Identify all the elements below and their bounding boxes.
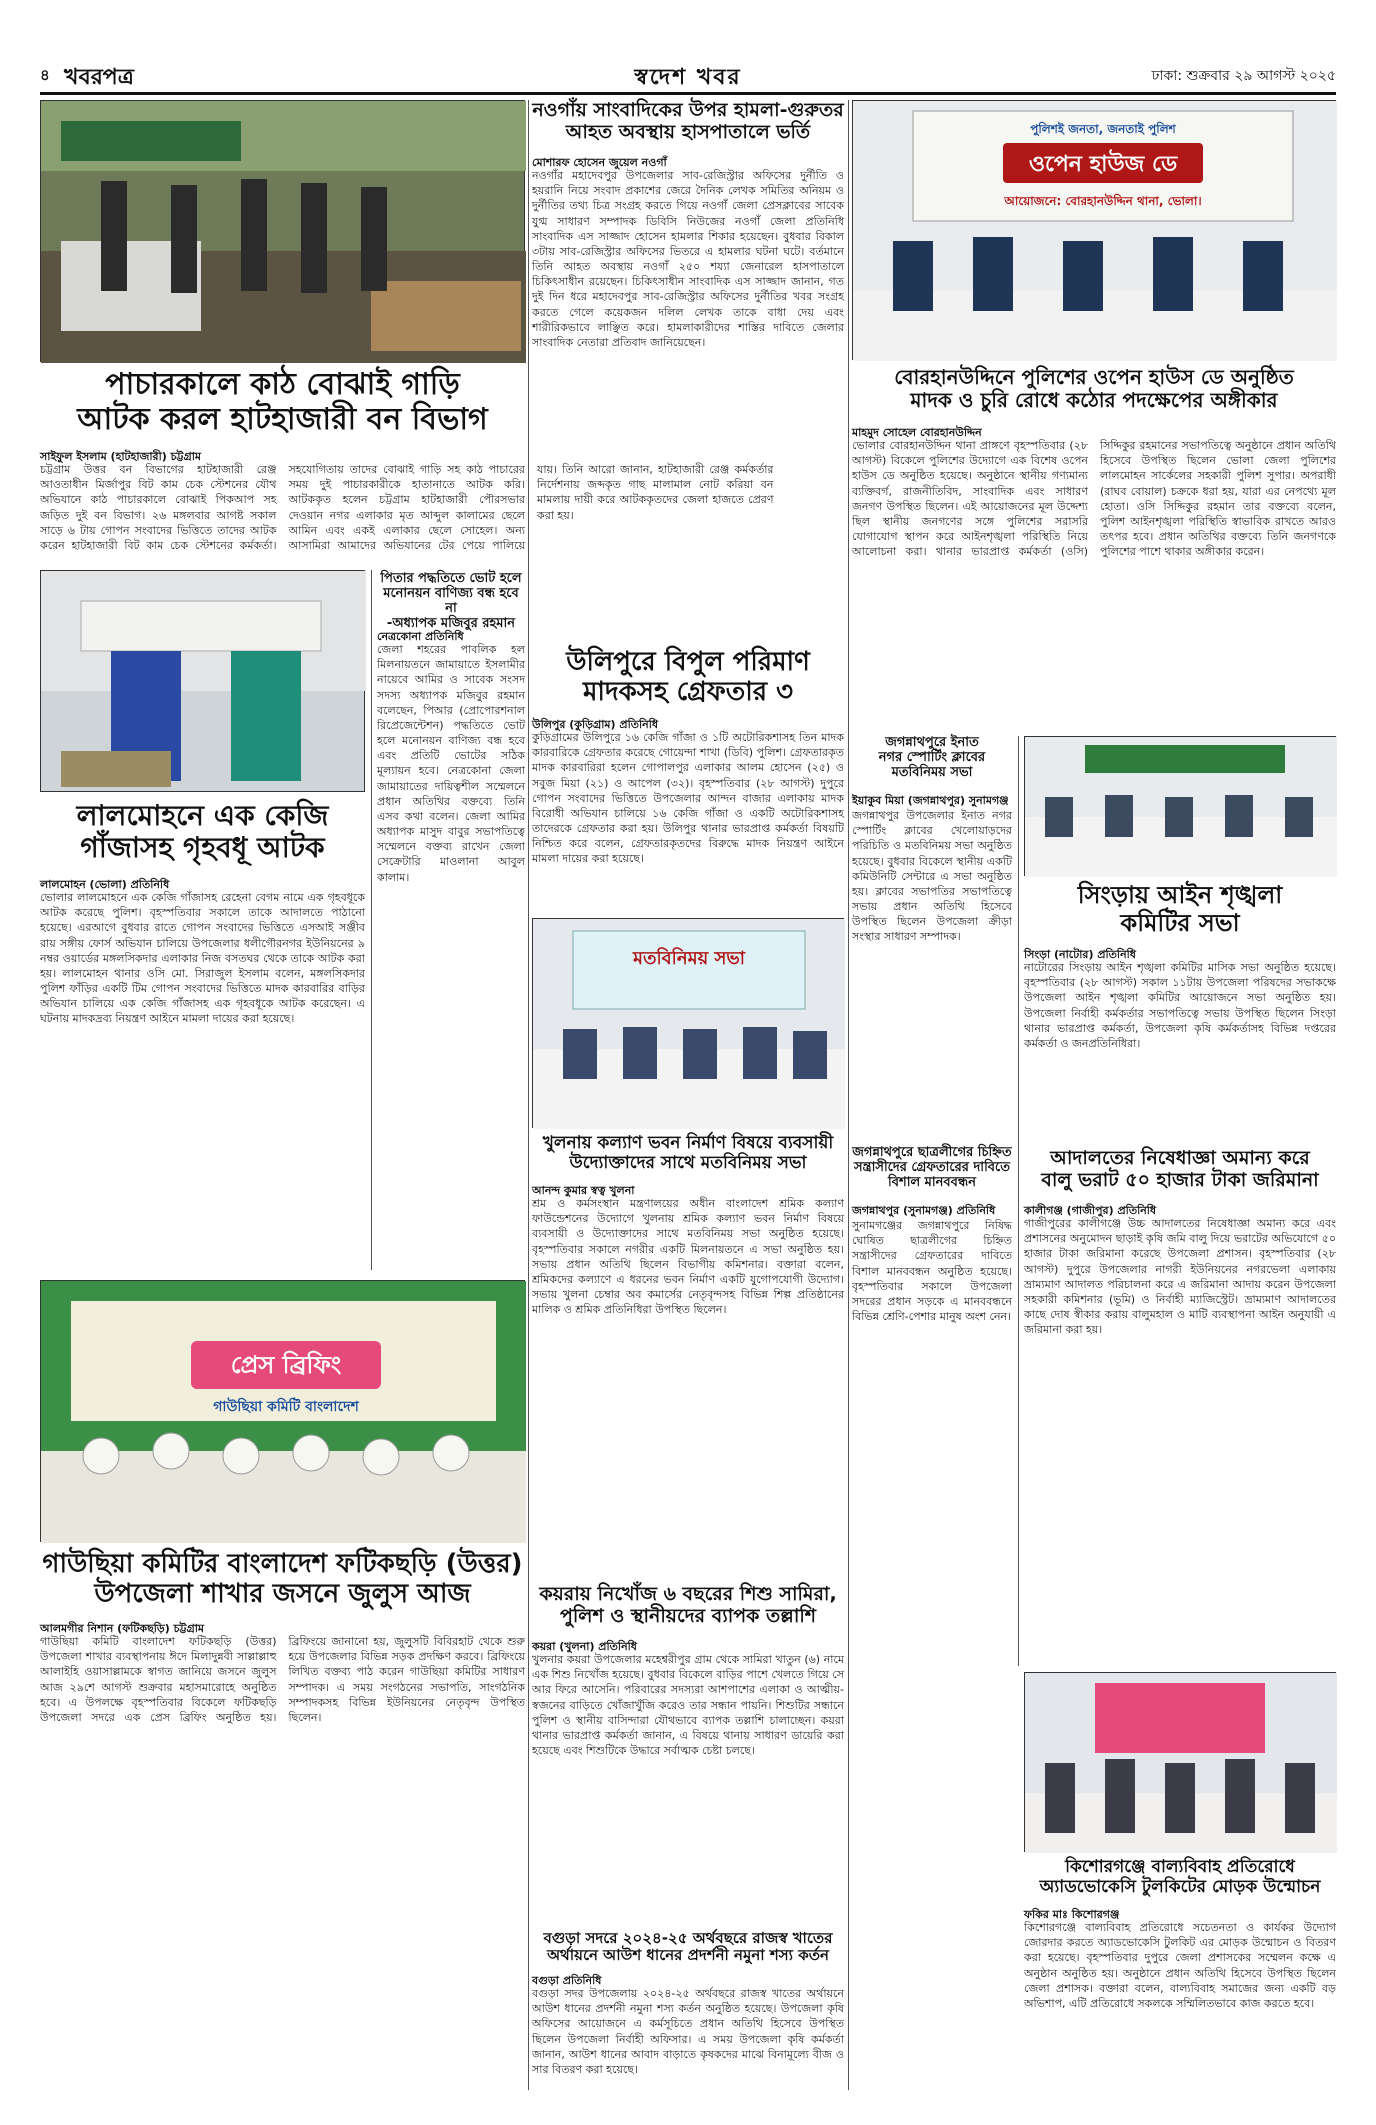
jagannathpur-body: জগন্নাথপুর উপজেলার ইনাত নগর স্পোর্টিং ক্লাবের খেলোয়াড়দের পরিচিতি ও মতবিনিময় সভা অনুষ্ঠিত হয়েছে। বুধবার বিকেলে স্থানীয় একটি কমিউনিটি সেন্টারে এ সভা অনুষ্ঠিত হয়। ক্লাবের সভাপতির সভাপতিত্বে সভায় প্রধান অতিথি হিসেবে উপস্থিত ছিলেন উপজেলা ক্রীড়া সংস্থার সাধারণ সম্পাদক। (852, 809, 1012, 944)
header-rule (40, 92, 1336, 95)
court-byline: কালীগঞ্জ (গাজীপুর) প্রতিনিধি (1024, 1204, 1157, 1217)
singra-headline (1024, 882, 1336, 937)
jamayat-headline-line1: জগন্নাথপুরে ছাত্রলীগের চিহ্নিত (852, 1145, 1012, 1160)
bogura-headline-line2: অর্থায়নে আউশ ধানের প্রদর্শনী নমুনা শস্য কর্তন (547, 1946, 829, 1965)
column-divider (848, 100, 849, 2090)
singra-headline-line1: সিংড়ায় আইন শৃঙ্খলা (1077, 881, 1283, 909)
kishoreganj-byline: ফকির মাঃ কিশোরগঞ্জ (1024, 1908, 1120, 1921)
jamayat-headline-line2: সন্ত্রাসীদের গ্রেফতারের দাবিতে (853, 1159, 1011, 1175)
pitha-body: জেলা শহরের পাবলিক হল মিলনায়তনে জামায়াতে ইসলামীর নায়েবে আমির ও সাবেক সংসদ সদস্য অধ্যাপক মজিবুর রহমান বলেছেন, পিআর (প্রোপোরশনাল রিপ্রেজেন্টেশন) পদ্ধতিতে ভোট হলে মনোনয়ন বাণিজ্য বন্ধ হবে এবং প্রতিটি ভোটের সঠিক মূল্যায়ন হবে। নেত্রকোনা জেলা জামায়াতের দায়িত্বশীল সম্মেলনে প্রধান অতিথির বক্তব্যে তিনি এসব কথা বলেন। জেলা আমির অধ্যাপক মাসুদ বাবুর সভাপতিত্বে সম্মেলনে বক্তব্য রাখেন জেলা সেক্রেটারি মাওলানা আবুল কালাম। (377, 643, 525, 884)
open-house-photo (852, 100, 1336, 360)
journalist-headline (532, 100, 844, 144)
drugs-byline: উলিপুর (কুড়িগ্রাম) প্রতিনিধি (532, 718, 659, 731)
newspaper-brand: খবরপত্র (64, 64, 134, 90)
drugs-headline (532, 648, 844, 708)
lalmohan-headline-line1: লালমোহনে এক কেজি (76, 799, 329, 832)
jagannathpur-headline-line1: জগন্নাথপুরে ইনাত (885, 735, 979, 750)
jagannathpur-headline (852, 736, 1012, 781)
pitha-headline (377, 572, 525, 632)
koyra-headline-line2: পুলিশ ও স্থানীয়দের ব্যাপক তল্লাশি (559, 1604, 817, 1627)
khulna-headline (532, 1134, 844, 1173)
bogura-headline (532, 1930, 844, 1965)
wood-truck-photo (40, 100, 525, 362)
koyra-body: খুলনার কয়রা উপজেলার মহেশ্বরীপুর গ্রাম থেকে সামিরা খাতুন (৬) নামে এক শিশু নিখোঁজ হয়েছে। বুধবার বিকেলে বাড়ির পাশে খেলতে গিয়ে সে আর ফিরে আসেনি। পরিবারের সদস্যরা আশপাশের এলাকা ও আত্মীয়-স্বজনের বাড়িতে খোঁজাখুঁজি করেও তার সন্ধান পায়নি। শিশুটির সন্ধানে পুলিশ ও স্থানীয় বাসিন্দারা যৌথভাবে ব্যাপক তল্লাশি চালাচ্ছেন। কয়রা থানার ভারপ্রাপ্ত কর্মকর্তা জানান, এ বিষয়ে থানায় সাধারণ ডায়েরি করা হয়েছে এবং শিশুটিকে উদ্ধারে সর্বাত্মক চেষ্টা চলছে। (532, 1653, 844, 1758)
jamayat-body: সুনামগঞ্জের জগন্নাথপুরে নিষিদ্ধ ঘোষিত ছাত্রলীগের চিহ্নিত সন্ত্রাসীদের গ্রেফতারের দাবিতে বিশাল মানববন্ধন অনুষ্ঠিত হয়েছে। বৃহস্পতিবার সকালে উপজেলা সদরের প্রধান সড়কে এ মানববন্ধনে বিভিন্ন শ্রেণি-পেশার মানুষ অংশ নেন। (852, 1219, 1012, 1324)
singra-body: নাটোরের সিংড়ায় আইন শৃঙ্খলা কমিটির মাসিক সভা অনুষ্ঠিত হয়েছে। বৃহস্পতিবার (২৮ আগস্ট) সকাল ১১টায় উপজেলা পরিষদের সভাকক্ষে উপজেলা আইন শৃঙ্খলা কমিটির আয়োজনে সভা অনুষ্ঠিত হয়। উপজেলা নির্বাহী কর্মকর্তার সভাপতিত্বে সভায় উপস্থিত ছিলেন সিংড়া থানার ভারপ্রাপ্ত কর্মকর্তা, উপজেলা কৃষি কর্মকর্তাসহ বিভিন্ন দপ্তরের কর্মকর্তা ও জনপ্রতিনিধিরা। (1024, 961, 1336, 1050)
section-title: স্বদেশ খবর (634, 65, 742, 90)
koyra-headline-line1: কয়রায় নিখোঁজ ৬ বছরের শিশু সামিরা, (539, 1583, 837, 1605)
court-headline-line2: বালু ভরাট ৫০ হাজার টাকা জরিমানা (1041, 1168, 1319, 1191)
jagannathpur-headline-line3: মতবিনিময় সভা (891, 764, 973, 780)
journalist-headline-line2: আহত অবস্থায় হাসপাতালে ভর্তি (565, 120, 811, 143)
bogura-headline-line1: বগুড়া সদরে ২০২৪-২৫ অর্থবছরে রাজস্ব খাতের (543, 1929, 833, 1947)
column-divider (1018, 736, 1019, 1666)
jamayat-headline-line3: বিশাল মানববন্ধন (888, 1174, 976, 1190)
jamayat-headline (852, 1146, 1012, 1191)
drugs-headline-line2: মাদকসহ গ্রেফতার ৩ (582, 676, 794, 707)
open-house-banner-title: ওপেন হাউজ ডে (1028, 152, 1178, 177)
singra-byline: সিংড়া (নাটোর) প্রতিনিধি (1024, 948, 1136, 961)
police-headline-line2: মাদক ও চুরি রোধে কঠোর পদক্ষেপের অঙ্গীকার (910, 388, 1278, 412)
khulna-byline: আনন্দ কুমার স্বত্ব খুলনা (532, 1184, 635, 1197)
police-headline-line1: বোরহানউদ্দিনে পুলিশের ওপেন হাউস ডে অনুষ্ঠিত (894, 365, 1294, 389)
page-number: ৪ (40, 66, 50, 84)
kishoreganj-headline (1024, 1858, 1336, 1897)
kishoreganj-headline-line2: অ্যাডভোকেসি টুলকিটের মোড়ক উন্মোচন (1039, 1876, 1321, 1897)
singra-meeting-photo (1024, 736, 1336, 876)
wood-byline: সাইফুল ইসলাম (হাটহাজারী) চট্টগ্রাম (40, 450, 202, 463)
police-headline (852, 366, 1336, 412)
kishoreganj-headline-line1: কিশোরগঞ্জে বাল্যবিবাহ প্রতিরোধে (1065, 1857, 1295, 1877)
kishoreganj-photo (1024, 1672, 1336, 1852)
koyra-byline: কয়রা (খুলনা) প্রতিনিধি (532, 1640, 637, 1653)
khulna-meeting-photo (532, 918, 844, 1128)
jagannathpur-byline: ইয়াকুব মিয়া (জগন্নাথপুর) সুনামগঞ্জ (852, 794, 1009, 807)
kishoreganj-body: কিশোরগঞ্জে বাল্যবিবাহ প্রতিরোধে সচেতনতা ও কার্যকর উদ্যোগ জোরদার করতে অ্যাডভোকেসি টুলকিট এর মোড়ক উন্মোচন ও বিতরণ করা হয়েছে। বৃহস্পতিবার দুপুরে জেলা প্রশাসকের সম্মেলন কক্ষে এ অনুষ্ঠান অনুষ্ঠিত হয়। অনুষ্ঠানে প্রধান অতিথি হিসেবে উপস্থিত ছিলেন জেলা প্রশাসক। বক্তারা বলেন, বাল্যবিবাহ সমাজের জন্য একটি বড় অভিশাপ, এটি প্রতিরোধে সকলকে সম্মিলিতভাবে কাজ করতে হবে। (1024, 1921, 1336, 2010)
wood-headline (40, 368, 525, 437)
gausia-body: গাউছিয়া কমিটি বাংলাদেশ ফটিকছড়ি (উত্তর) উপজেলা শাখার ব্যবস্থাপনায় ঈদে মিলাদুন্নবী সাল্লাল্লাহু আলাইহি ওয়াসাল্লামকে স্বাগত জানিয়ে জসনে জুলুস আজ ২৯শে আগস্ট শুক্রবার মহাসমারোহে অনুষ্ঠিত হবে। এ উপলক্ষে বৃহস্পতিবার বিকেলে ফটিকছড়ি উপজেলা সদরে এক প্রেস ব্রিফিং অনুষ্ঠিত হয়। ব্রিফিংয়ে জানানো হয়, জুলুসটি বিবিরহাট থেকে শুরু হয়ে উপজেলার বিভিন্ন সড়ক প্রদক্ষিণ করবে। ব্রিফিংয়ে লিখিত বক্তব্য পাঠ করেন গাউছিয়া কমিটির সাধারণ সম্পাদক। এ সময় সংগঠনের সভাপতি, সাংগঠনিক সম্পাদকসহ বিভিন্ন ইউনিয়নের নেতৃবৃন্দ উপস্থিত ছিলেন। (40, 1635, 525, 1724)
drugs-headline-line1: উলিপুরে বিপুল পরিমাণ (566, 647, 810, 677)
open-house-banner-top: পুলিশই জনতা, জনতাই পুলিশ (1030, 122, 1176, 136)
singra-headline-line2: কমিটির সভা (1120, 908, 1240, 937)
bogura-byline: বগুড়া প্রতিনিধি (532, 1974, 602, 1987)
pitha-headline-line3: -অধ্যাপক মজিবুর রহমান (386, 615, 516, 631)
khulna-body: শ্রম ও কর্মসংস্থান মন্ত্রণালয়ের অধীন বাংলাদেশ শ্রমিক কল্যাণ ফাউন্ডেশনের উদ্যোগে খুলনায় শ্রমিক কল্যাণ ভবন নির্মাণ বিষয়ে ব্যবসায়ী ও উদ্যোক্তাদের সাথে মতবিনিময় সভা অনুষ্ঠিত হয়েছে। বৃহস্পতিবার সকালে নগরীর একটি মিলনায়তনে এ সভা অনুষ্ঠিত হয়। সভায় প্রধান অতিথি ছিলেন বিভাগীয় কমিশনার। বক্তারা বলেন, শ্রমিকদের কল্যাণে এ ধরনের ভবন নির্মাণ একটি যুগোপযোগী উদ্যোগ। সভায় খুলনা চেম্বার অব কমার্সের নেতৃবৃন্দসহ বিভিন্ন শিল্প প্রতিষ্ঠানের মালিক ও শ্রমিক প্রতিনিধিরা উপস্থিত ছিলেন। (532, 1197, 844, 1317)
court-headline (1024, 1148, 1336, 1192)
lalmohan-byline: লালমোহন (ভোলা) প্রতিনিধি (40, 878, 170, 891)
pitha-headline-line2: মনোনয়ন বাণিজ্য বন্ধ হবে না (383, 585, 519, 616)
jagannathpur-headline-line2: নগর স্পোর্টিং ক্লাবের (878, 749, 986, 765)
lalmohan-headline-line2: গাঁজাসহ গৃহবধূ আটক (80, 831, 325, 865)
court-headline-line1: আদালতের নিষেধাজ্ঞা অমান্য করে (1050, 1147, 1310, 1169)
gausia-byline: আলমগীর নিশান (ফটিকছড়ি) চট্টগ্রাম (40, 1622, 205, 1635)
jamayat-byline: জগন্নাথপুর (সুনামগঞ্জ) প্রতিনিধি (852, 1204, 996, 1217)
pitha-headline-line1: পিতার পদ্ধতিতে ভোট হলে (380, 571, 522, 586)
khulna-headline-line1: খুলনায় কল্যাণ ভবন নির্মাণ বিষয়ে ব্যবসায়ী (542, 1133, 834, 1153)
journalist-headline-line1: নওগাঁয় সাংবাদিকের উপর হামলা-গুরুতর (532, 99, 844, 121)
pitha-byline: নেত্রকোনা প্রতিনিধি (377, 630, 464, 643)
wood-headline-line2: আটক করল হাটহাজারী বন বিভাগ (77, 401, 488, 437)
wood-body: চট্টগ্রাম উত্তর বন বিভাগের হাটহাজারী রেঞ্জ আওতাধীন মির্জাপুর বিট কাম চেক স্টেশনের যৌথ অভিযানে কাঠ পাচারকালে বোঝাই পিকআপ সহ জড়িত দুই বন বিভাগ। ২৬ মঙ্গলবার আগষ্ট সকাল সাড়ে ৬ টায় গোপন সংবাদের ভিত্তিতে তাদের আটক করেন হাটহাজারী বিট কাম চেক স্টেশনের কর্মকর্তা। সহযোগিতায় তাদের বোঝাই গাড়ি সহ কাঠ পাচারের সময় দুই পাচারকারীকে হাতানাতে আটক করি। আটককৃত হলেন চট্টগ্রাম হাটহাজারী পৌরসভার দেওয়ান নগর এলাকার মৃত আব্দুল কালামের ছেলে আমিন এবং একই এলাকার ছেলে সোহেল। অন্য আসামিরা আমাদের অভিযানের টের পেয়ে পালিয়ে যায়। তিনি আরো জানান, হাটহাজারী রেঞ্জ কর্মকর্তার নির্দেশনায় জব্দকৃত গাছ মালামাল নোট করিয়া বন মামলায় দায়ী করে আটককৃতদের জেলা হাজতে প্রেরণ করা হয়। (40, 463, 774, 552)
journalist-body: নওগাঁর মহাদেবপুর উপজেলার সাব-রেজিস্ট্রার অফিসের দুর্নীতি ও হয়রানি নিয়ে সংবাদ প্রকাশের জেরে দৈনিক লেখক সমিতির অনিয়ম ও দুর্নীতির তথ্য চিত্র সংগ্রহ করতে গিয়ে নওগাঁ জেলা প্রেসক্লাবের সাবেক যুগ্ম সাধারণ সম্পাদক ডিবিসি নিউজের নওগাঁ জেলা প্রতিনিধি সাংবাদিক এস সাজ্জাদ হোসেন হামলার শিকার হয়েছেন। বুধবার বিকাল ৩টায় সাব-রেজিস্ট্রার অফিসের ভিতরে এ হামলার ঘটনা ঘটে। বর্তমানে তিনি আহত অবস্থায় নওগাঁ ২৫০ শয্যা জেনারেল হাসপাতালে চিকিৎসাধীন রয়েছেন। চিকিৎসাধীন সাংবাদিক এস সাজ্জাদ জানান, গত দুই দিন ধরে মহাদেবপুর সাব-রেজিস্ট্রার অফিসের দুর্নীতির খবর সংগ্রহ করতে গেলে কয়েকজন দলিল লেখক তাকে বাধা দেয় এবং শারীরিকভাবে লাঞ্ছিত করে। হামলাকারীদের শাস্তির দাবিতে জেলার সাংবাদিক নেতারা প্রতিবাদ জানিয়েছেন। (532, 169, 844, 349)
page-header (40, 60, 1336, 90)
gausia-headline-line1: গাউছিয়া কমিটির বাংলাদেশ ফটিকছড়ি (উত্তর) (42, 1549, 523, 1579)
gausia-headline-line2: উপজেলা শাখার জসনে জুলুস আজ (94, 1578, 471, 1609)
wood-headline-line1: পাচারকালে কাঠ বোঝাই গাড়ি (105, 367, 460, 402)
gausia-headline (40, 1550, 525, 1610)
police-body: ভোলার বোরহানউদ্দিন থানা প্রাঙ্গণে বৃহস্পতিবার (২৮ আগস্ট) বিকেলে পুলিশের উদ্যোগে এক বিশেষ ওপেন হাউস ডে অনুষ্ঠিত হয়েছে। অনুষ্ঠানে স্থানীয় গণ্যমান্য ব্যক্তিবর্গ, রাজনীতিবিদ, সাংবাদিক এবং সাধারণ জনগণ উপস্থিত ছিলেন। এই আয়োজনের মূল উদ্দেশ্য ছিল স্থানীয় জনগণের সঙ্গে পুলিশের সরাসরি যোগাযোগ স্থাপন করে আইনশৃঙ্খলা পরিস্থিতি নিয়ে আলোচনা করা। থানার ভারপ্রাপ্ত কর্মকর্তা (ওসি) সিদ্দিকুর রহমানের সভাপতিত্বে অনুষ্ঠানে প্রধান অতিথি হিসেবে উপস্থিত ছিলেন ভোলা জেলা পুলিশের লালমোহন সার্কেলের সহকারী পুলিশ সুপার। অপরাধী (রাঘব বোয়াল) চক্রকে ধরা হয়, যারা এর নেপথ্যে মূল হোতা। ওসি সিদ্দিকুর রহমান তার বক্তব্যে বলেন, পুলিশ আইনশৃঙ্খলা পরিস্থিতি স্বাভাবিক রাখতে আরও তৎপর হবে। প্রধান অতিথির বক্তব্যে তিনি জনগণকে পুলিশের পাশে থাকার অঙ্গীকার করেন। (852, 439, 1336, 559)
police-byline: মাহমুদ সোহেল বোরহানউদ্দিন (852, 426, 982, 439)
court-body: গাজীপুরের কালীগঞ্জে উচ্চ আদালতের নিষেধাজ্ঞা অমান্য করে এবং প্রশাসনের অনুমোদন ছাড়াই কৃষি জমি বালু দিয়ে ভরাটের অভিযোগে ৫০ হাজার টাকা জরিমানা করেছে উপজেলা প্রশাসন। বৃহস্পতিবার (২৮ আগস্ট) দুপুরে উপজেলার নাগরী ইউনিয়নের নগরভেলা এলাকায় ভ্রাম্যমাণ আদালত পরিচালনা করে এ জরিমানা আদায় করেন উপজেলা সহকারী কমিশনার (ভূমি) ও নির্বাহী ম্যাজিস্ট্রেট। ভ্রাম্যমাণ আদালতের কাছে দোষ স্বীকার করায় বালুমহাল ও মাটি ব্যবস্থাপনা আইন অনুযায়ী এ জরিমানা করা হয়। (1024, 1217, 1336, 1337)
lalmohan-headline (40, 800, 365, 864)
column-divider (371, 570, 372, 1270)
issue-date: ঢাকা: শুক্রবার ২৯ আগস্ট ২০২৫ (1151, 68, 1336, 84)
press-briefing-banner-sub: গাউছিয়া কমিটি বাংলাদেশ (213, 1399, 359, 1415)
bogura-body: বগুড়া সদর উপজেলায় ২০২৪-২৫ অর্থবছরে রাজস্ব খাতের অর্থায়নে আউশ ধানের প্রদর্শনী নমুনা শস্য কর্তন অনুষ্ঠিত হয়েছে। উপজেলা কৃষি অফিসের আয়োজনে এ কর্মসূচিতে প্রধান অতিথি হিসেবে উপস্থিত ছিলেন উপজেলা নির্বাহী অফিসার। এ সময় উপজেলা কৃষি কর্মকর্তা জানান, আউশ ধানের আবাদ বাড়াতে কৃষকদের মাঝে বিনামূল্যে বীজ ও সার বিতরণ করা হয়েছে। (532, 1987, 844, 2076)
lalmohan-arrest-photo (40, 570, 365, 792)
press-briefing-banner-title: প্রেস ব্রিফিং (230, 1351, 342, 1379)
journalist-byline: মোশারফ হোসেন জুয়েল নওগাঁ (532, 156, 667, 169)
drugs-body: কুড়িগ্রামের উলিপুরে ১৬ কেজি গাঁজা ও ১টি অটোরিকশাসহ তিন মাদক কারবারিকে গ্রেফতার করেছে গোয়েন্দা শাখা (ডিবি) পুলিশ। গ্রেফতারকৃত মাদক কারবারিরা হলেন গোপালপুর এলাকার আলম হোসেন (২৫) ও সবুজ মিয়া (২১) ও আপেল (৩২)। বৃহস্পতিবার (২৮ আগস্ট) দুপুরে গোপন সংবাদের ভিত্তিতে উপজেলার আন্দন বাজার এলাকায় মাদক বিরোধী অভিযান চালিয়ে ১৬ কেজি গাঁজা ও একটি অটোরিকশাসহ তাদেরকে গ্রেফতার করা হয়। উলিপুর থানার ভারপ্রাপ্ত কর্মকর্তা বিষয়টি নিশ্চিত করে বলেন, গ্রেফতারকৃতদের বিরুদ্ধে মাদক নিয়ন্ত্রণ আইনে মামলা দায়ের করা হয়েছে। (532, 731, 844, 866)
open-house-banner-sub: আয়োজনে: বোরহানউদ্দিন থানা, ভোলা। (1004, 194, 1202, 208)
koyra-headline (532, 1584, 844, 1628)
press-briefing-photo (40, 1280, 525, 1542)
column-divider (528, 100, 529, 2090)
khulna-banner-title: মতবিনিময় সভা (633, 948, 745, 969)
khulna-headline-line2: উদ্যোক্তাদের সাথে মতবিনিময় সভা (569, 1152, 807, 1173)
lalmohan-body: ভোলার লালমোহনে এক কেজি গাঁজাসহ রেহেনা বেগম নামে এক গৃহবধূকে আটক করেছে পুলিশ। বৃহস্পতিবার সকালে তাকে আদালতে পাঠানো হয়েছে। এরআগে বুধবার রাতে গোপন সংবাদের ভিত্তিতে এসআই সঞ্জীব রায় সঙ্গীয় ফোর্স অভিযান চালিয়ে উপজেলার ধলীগৌরনগর ইউনিয়নের ৯ নম্বর ওয়ার্ডের মঙ্গলসিকদার এলাকার নিজ বসতঘর থেকে তাকে আটক করা হয়। লালমোহন থানার ওসি মো. সিরাজুল ইসলাম বলেন, মঙ্গলসিকদার পুলিশ ফাঁড়ির একটি টিম গোপন সংবাদের ভিত্তিতে মাদক কারবারির বাড়ির অভিযান চালিয়ে এক কেজি গাঁজাসহ এক গৃহবধূকে আটক করেছেন। এ ঘটনায় মাদকদ্রব্য নিয়ন্ত্রণ আইনে মামলা দায়ের করা হয়েছে। (40, 891, 365, 1026)
